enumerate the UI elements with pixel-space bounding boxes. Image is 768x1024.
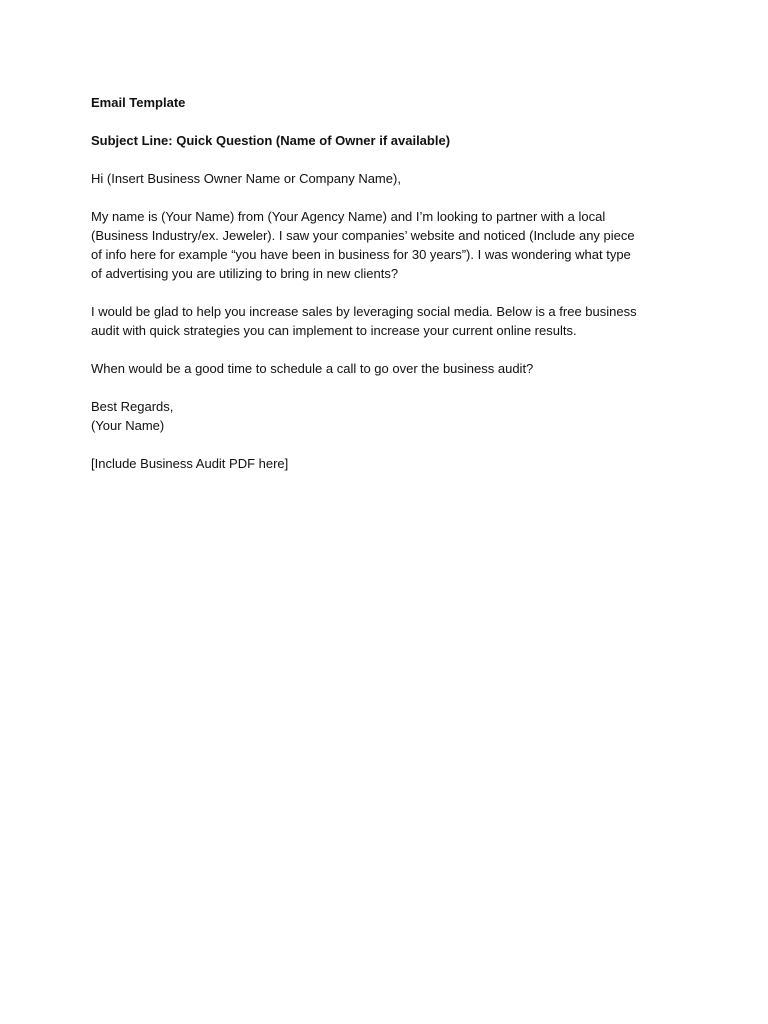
spacer <box>91 340 691 359</box>
document-heading: Email Template <box>91 95 186 110</box>
spacer <box>91 112 691 131</box>
paragraph-line: of info here for example “you have been in business for 30 years”). I was wondering what type <box>91 247 631 262</box>
subject-line: Subject Line: Quick Question (Name of Owner if available) <box>91 133 451 148</box>
paragraph-line: of advertising you are utilizing to bring in new clients? <box>91 266 399 281</box>
spacer <box>91 283 691 302</box>
signature-line: (Your Name) <box>91 418 165 433</box>
paragraph-line: I would be glad to help you increase sales by leveraging social media. Below is a free business <box>91 304 637 319</box>
paragraph-line: My name is (Your Name) from (Your Agency Name) and I’m looking to partner with a local <box>91 209 606 224</box>
paragraph-line: (Business Industry/ex. Jeweler). I saw your companies’ website and noticed (Include any piece <box>91 228 635 243</box>
paragraph-call-request: When would be a good time to schedule a call to go over the business audit? <box>91 361 534 376</box>
spacer <box>91 188 691 207</box>
spacer <box>91 435 691 454</box>
spacer <box>91 378 691 397</box>
paragraph-offer <box>91 302 691 340</box>
paragraph-line: audit with quick strategies you can implement to increase your current online results. <box>91 323 577 338</box>
spacer <box>91 150 691 169</box>
document-body <box>91 93 691 473</box>
attachment-note: [Include Business Audit PDF here] <box>91 456 289 471</box>
greeting-line: Hi (Insert Business Owner Name or Company Name), <box>91 171 401 186</box>
closing-line: Best Regards, <box>91 399 174 414</box>
paragraph-introduction <box>91 207 691 283</box>
